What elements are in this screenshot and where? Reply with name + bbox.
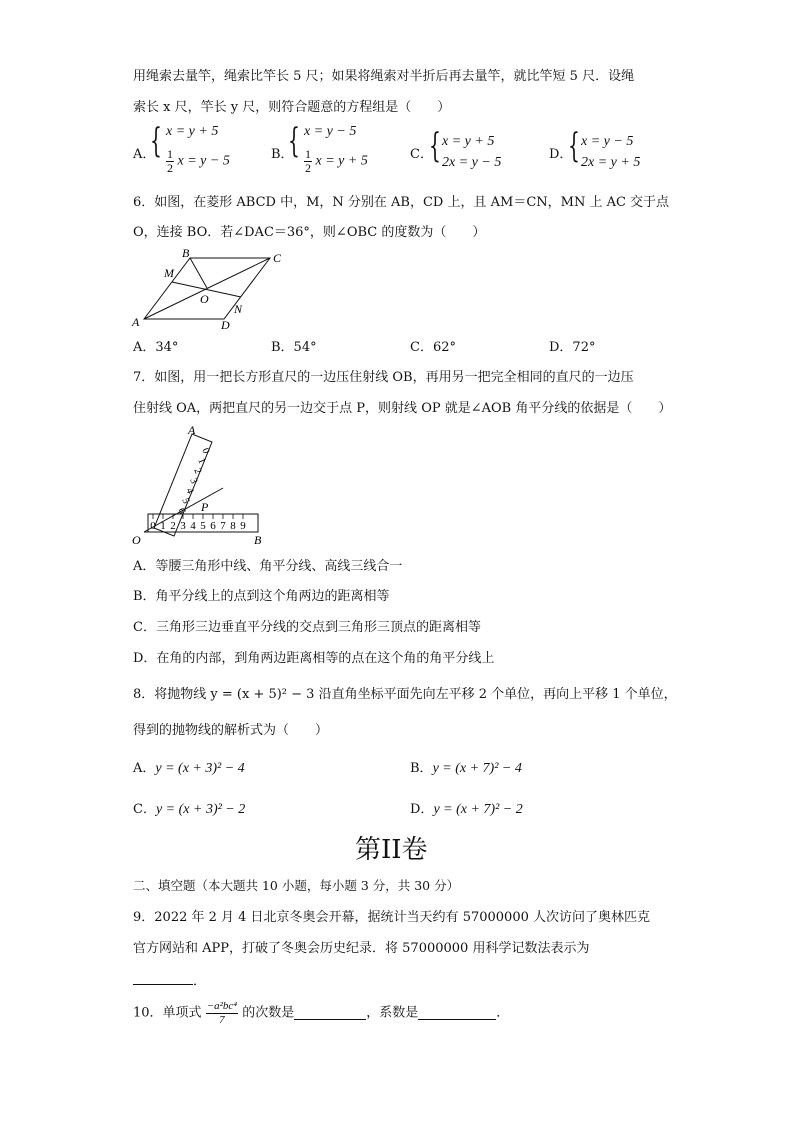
label-c: C: [273, 251, 282, 265]
q6-option-a: A．34°: [133, 340, 179, 355]
q8-option-b: B．y = (x + 7)² − 4: [410, 761, 522, 776]
brace-icon: {: [568, 126, 580, 166]
q7-stem-line1: 7．如图，用一把长方形直尺的一边压住射线 OB，再用另一把完全相同的直尺的一边压: [133, 370, 634, 385]
q5-option-a-eq2: $\frac{1}{2}$ x = y − 5: [167, 147, 230, 175]
section-header: 二、填空题（本大题共 10 小题，每小题 3 分，共 30 分）: [133, 878, 460, 893]
rhombus-figure: [128, 246, 288, 332]
label-d: D: [221, 318, 230, 332]
svg-text:7: 7: [220, 520, 226, 532]
diagonal-ac: [144, 258, 270, 319]
svg-text:5: 5: [200, 520, 206, 532]
label-a: A: [132, 315, 140, 329]
svg-text:2: 2: [170, 520, 176, 532]
q9-stem-line1: 9．2022 年 2 月 4 日北京冬奥会开幕，据统计当天约有 57000000 人次访问了奥林匹克: [133, 910, 650, 925]
q6-option-b: B．54°: [271, 340, 317, 355]
svg-text:4: 4: [190, 520, 196, 532]
brace-icon: {: [288, 121, 300, 161]
svg-text:8: 8: [230, 520, 236, 532]
brace-icon: {: [429, 126, 441, 166]
svg-text:0: 0: [150, 520, 156, 532]
q7-option-d: D．在角的内部，到角两边距离相等的点在这个角的角平分线上: [133, 651, 495, 666]
rulers-figure: [128, 422, 278, 546]
q5-option-a-label: A．: [133, 147, 156, 162]
segment-bo: [190, 258, 207, 288]
q6-stem-line2: O，连接 BO．若∠DAC＝36°，则∠OBC 的度数为（ ）: [133, 225, 486, 240]
q8-option-d: D．y = (x + 7)² − 2: [410, 802, 523, 817]
q7-option-b: B．角平分线上的点到这个角两边的距离相等: [133, 589, 390, 604]
label-b: B: [254, 533, 262, 546]
q8-stem-line2: 得到的抛物线的解析式为（ ）: [133, 723, 329, 738]
brace-icon: {: [150, 121, 162, 161]
answer-blank[interactable]: [133, 972, 193, 985]
q7-option-c: C．三角形三边垂直平分线的交点到三角形三顶点的距离相等: [133, 620, 481, 635]
q9-stem-line2: 官方网站和 APP，打破了冬奥会历史纪录．将 57000000 用科学记数法表示为: [133, 941, 590, 956]
label-b: B: [182, 246, 190, 260]
label-a: A: [188, 423, 196, 437]
q5-option-d-eq2: 2x = y + 5: [581, 155, 641, 170]
q5-stem-line1: 用绳索去量竿，绳索比竿长 5 尺；如果将绳索对半折后再去量竿，就比竿短 5 尺．设绳: [133, 69, 635, 84]
svg-text:5: 5: [179, 496, 192, 506]
q8-stem-line1: 8．将抛物线 y = (x + 5)² − 3 沿直角坐标平面先向左平移 2 个单位，再向上平移 1 个单位，: [133, 687, 677, 702]
q6-stem-line1: 6．如图，在菱形 ABCD 中，M，N 分别在 AB，CD 上，且 AM＝CN，MN 上 AC 交于点: [133, 195, 670, 210]
q5-option-a-eq1: x = y + 5: [166, 124, 219, 139]
q5-option-c-eq2: 2x = y − 5: [442, 155, 502, 170]
svg-text:2: 2: [191, 466, 204, 476]
q5-option-c-eq1: x = y + 5: [442, 134, 495, 149]
q7-option-a: A．等腰三角形中线、角平分线、高线三线合一: [133, 559, 403, 574]
q5-option-b-eq2: $\frac{1}{2}$ x = y + 5: [305, 147, 368, 175]
label-p: P: [201, 500, 209, 514]
q5-option-d-label: D．: [549, 147, 573, 162]
q8-option-c: C．y = (x + 3)² − 2: [133, 802, 246, 817]
q5-option-b-label: B．: [271, 147, 294, 162]
answer-blank-coefficient[interactable]: [418, 1007, 496, 1020]
svg-text:0: 0: [199, 446, 212, 456]
label-o: O: [200, 292, 209, 306]
svg-text:3: 3: [180, 520, 186, 532]
q10-stem: 10．单项式 $\frac{\text{−a²bc⁴}}{7}$ 的次数是 ，系数是 ．: [133, 1000, 510, 1026]
q5-stem-line2: 索长 x 尺，竿长 y 尺，则符合题意的方程组是（ ）: [133, 100, 451, 115]
q5-option-c-label: C．: [410, 147, 433, 162]
label-n: N: [234, 302, 243, 316]
svg-text:6: 6: [210, 520, 216, 532]
q5-option-b-eq1: x = y − 5: [304, 124, 357, 139]
svg-text:1: 1: [160, 520, 166, 532]
svg-text:6: 6: [175, 506, 188, 516]
label-m: M: [164, 266, 174, 280]
label-o: O: [132, 533, 141, 546]
q9-answer-line: ．: [133, 972, 206, 988]
fraction: $\frac{1}{2}$: [167, 147, 173, 175]
q7-stem-line2: 住射线 OA，两把直尺的另一边交于点 P，则射线 OP 就是∠AOB 角平分线的依据是（ ）: [133, 401, 672, 416]
svg-text:3: 3: [187, 476, 200, 486]
svg-text:9: 9: [240, 520, 246, 532]
q5-option-d-eq1: x = y − 5: [581, 134, 634, 149]
fraction: $\frac{1}{2}$: [305, 147, 311, 175]
svg-text:4: 4: [183, 486, 196, 496]
q6-option-c: C．62°: [410, 340, 456, 355]
answer-blank-degree[interactable]: [294, 1007, 366, 1020]
section-title: 第II卷: [355, 835, 428, 865]
svg-text:1: 1: [195, 456, 208, 466]
fraction: $\frac{\text{−a²bc⁴}}{7}$: [206, 1000, 238, 1026]
q6-option-d: D．72°: [549, 340, 596, 355]
q8-option-a: A．y = (x + 3)² − 4: [133, 761, 245, 776]
